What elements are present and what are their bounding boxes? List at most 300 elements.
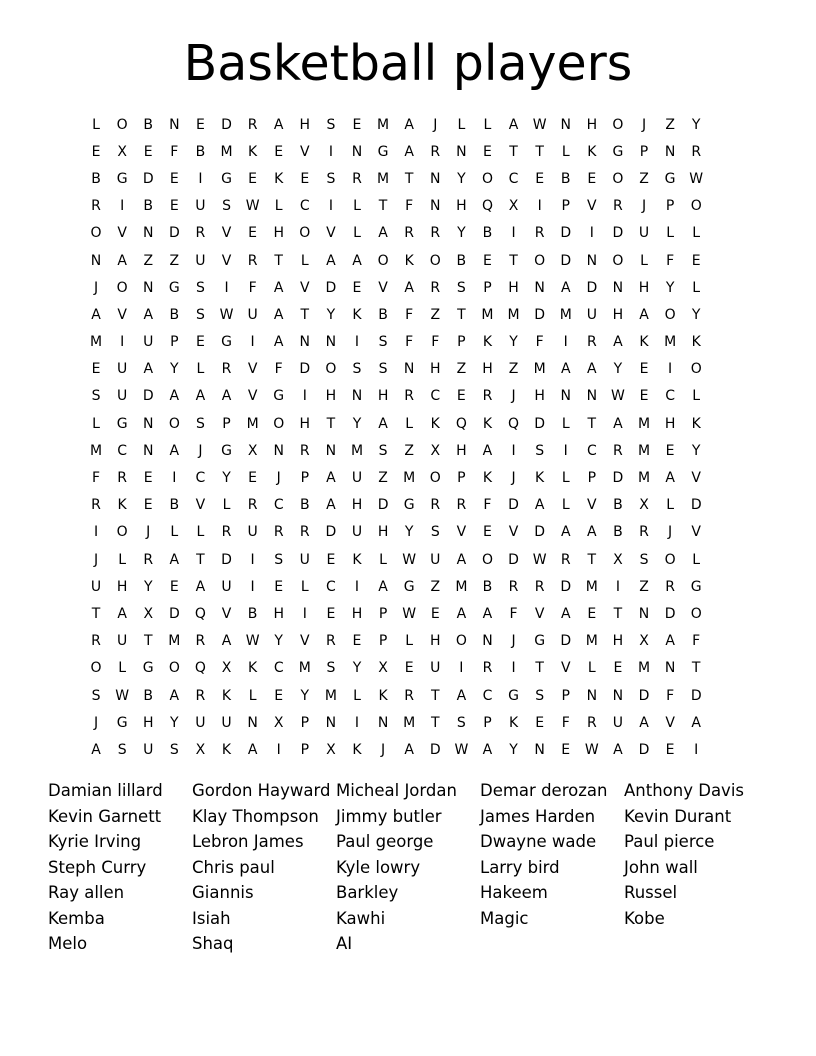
- grid-letter: J: [641, 198, 647, 215]
- grid-letter: W: [115, 687, 130, 704]
- grid-letter: A: [691, 714, 701, 731]
- grid-letter: S: [535, 442, 545, 459]
- grid-letter: D: [560, 633, 572, 650]
- grid-letter: L: [692, 225, 701, 242]
- grid-letter: A: [560, 605, 571, 622]
- grid-letter: A: [273, 279, 284, 296]
- grid-letter: L: [666, 497, 675, 514]
- word-list-item: Steph Curry: [48, 857, 147, 877]
- grid-letter: D: [534, 415, 546, 432]
- grid-letter: I: [250, 578, 255, 595]
- grid-letter: L: [92, 116, 100, 133]
- grid-letter: O: [612, 252, 624, 269]
- grid-letter: C: [273, 497, 284, 514]
- grid-letter: M: [246, 415, 259, 432]
- grid-letter: O: [690, 605, 702, 622]
- grid-letter: Y: [691, 306, 701, 323]
- grid-row: [83, 301, 735, 328]
- grid-letter: R: [352, 170, 362, 187]
- grid-letter: T: [91, 605, 101, 622]
- grid-letter: S: [639, 551, 649, 568]
- grid-letter: R: [273, 524, 284, 541]
- grid-letter: I: [589, 225, 594, 242]
- grid-letter: U: [117, 388, 128, 405]
- grid-letter: J: [93, 279, 99, 296]
- word-list-column: [192, 778, 336, 957]
- grid-letter: I: [328, 198, 333, 215]
- grid-letter: D: [638, 741, 650, 758]
- grid-letter: Y: [300, 687, 310, 704]
- grid-letter: D: [560, 252, 572, 269]
- grid-letter: N: [142, 415, 154, 432]
- word-list-item: Barkley: [336, 883, 399, 902]
- grid-letter: L: [692, 279, 701, 296]
- grid-letter: S: [274, 551, 284, 568]
- grid-letter: T: [430, 714, 440, 731]
- grid-letter: D: [586, 279, 598, 296]
- grid-letter: F: [666, 252, 675, 269]
- grid-letter: A: [169, 551, 180, 568]
- grid-letter: O: [273, 415, 285, 432]
- grid-letter: O: [612, 170, 624, 187]
- grid-letter: L: [405, 415, 414, 432]
- grid-letter: M: [637, 470, 651, 487]
- grid-letter: E: [326, 551, 336, 568]
- grid-letter: P: [300, 741, 310, 758]
- grid-letter: A: [665, 633, 675, 650]
- grid-letter: G: [534, 633, 546, 650]
- grid-letter: O: [299, 225, 311, 242]
- grid-letter: O: [325, 361, 337, 378]
- word-list-item: Kyrie Irving: [48, 832, 142, 851]
- grid-row: [83, 464, 735, 491]
- grid-letter: U: [430, 551, 441, 568]
- grid-letter: Z: [378, 470, 388, 487]
- grid-letter: R: [430, 225, 441, 242]
- grid-row: [83, 709, 735, 736]
- grid-letter: K: [221, 741, 232, 758]
- word-list-item: Damian lillard: [48, 781, 163, 800]
- grid-letter: U: [221, 578, 232, 595]
- grid-letter: Z: [404, 442, 414, 459]
- grid-letter: N: [377, 714, 389, 731]
- grid-letter: V: [587, 198, 597, 215]
- word-list-item: Dwayne wade: [480, 832, 597, 851]
- grid-letter: G: [116, 170, 128, 187]
- grid-letter: F: [405, 198, 414, 215]
- grid-letter: A: [352, 252, 362, 269]
- grid-letter: N: [142, 442, 154, 459]
- grid-letter: H: [534, 388, 545, 405]
- grid-letter: Q: [455, 415, 467, 432]
- grid-letter: Y: [352, 415, 362, 432]
- grid-letter: F: [274, 361, 283, 378]
- grid-letter: N: [482, 633, 493, 650]
- grid-letter: K: [248, 660, 258, 677]
- grid-letter: L: [300, 578, 309, 595]
- grid-letter: M: [585, 633, 598, 650]
- grid-letter: D: [508, 497, 519, 514]
- grid-letter: J: [93, 714, 99, 731]
- grid-letter: N: [612, 687, 624, 704]
- grid-letter: E: [143, 497, 153, 514]
- grid-letter: I: [198, 170, 203, 187]
- grid-letter: T: [535, 660, 544, 677]
- grid-letter: G: [142, 660, 154, 677]
- grid-letter: I: [224, 279, 229, 296]
- grid-letter: E: [195, 116, 205, 133]
- grid-letter: T: [613, 605, 623, 622]
- grid-letter: Z: [508, 361, 519, 378]
- grid-letter: O: [612, 116, 624, 133]
- grid-letter: K: [430, 415, 440, 432]
- word-list-item: Jimmy butler: [336, 806, 442, 826]
- grid-letter: N: [299, 334, 311, 351]
- grid-letter: E: [639, 361, 649, 378]
- grid-letter: A: [273, 116, 284, 133]
- grid-letter: C: [273, 660, 284, 677]
- grid-letter: P: [300, 470, 310, 487]
- grid-letter: E: [274, 578, 284, 595]
- grid-letter: S: [378, 334, 388, 351]
- grid-letter: A: [326, 497, 336, 514]
- grid-letter: P: [587, 470, 597, 487]
- grid-letter: S: [195, 279, 205, 296]
- grid-letter: J: [276, 470, 281, 487]
- grid-letter: A: [482, 741, 493, 758]
- grid-letter: D: [299, 361, 311, 378]
- grid-letter: W: [454, 741, 469, 758]
- grid-row: [83, 220, 735, 247]
- grid-letter: U: [90, 578, 102, 595]
- word-list-item: AI: [336, 934, 353, 953]
- grid-letter: M: [481, 306, 494, 323]
- grid-letter: I: [172, 470, 177, 487]
- grid-letter: N: [534, 279, 545, 296]
- word-list-column: [336, 778, 480, 957]
- grid-letter: D: [534, 524, 546, 541]
- grid-letter: T: [430, 687, 440, 704]
- grid-row: [83, 329, 735, 356]
- grid-letter: S: [456, 714, 466, 731]
- word-list-item: Kyle lowry: [336, 857, 421, 877]
- grid-letter: E: [613, 660, 623, 677]
- grid-letter: Y: [170, 714, 179, 731]
- grid-letter: J: [511, 388, 516, 405]
- grid-letter: D: [612, 470, 624, 487]
- grid-letter: A: [195, 388, 206, 405]
- grid-letter: K: [482, 415, 493, 432]
- grid-letter: E: [248, 470, 258, 487]
- grid-letter: N: [560, 388, 571, 405]
- grid-letter: R: [247, 116, 258, 133]
- grid-letter: R: [299, 524, 310, 541]
- grid-letter: W: [689, 170, 704, 187]
- grid-letter: N: [664, 660, 676, 677]
- grid-letter: L: [457, 116, 466, 133]
- grid-letter: Y: [509, 334, 518, 351]
- grid-letter: H: [430, 361, 441, 378]
- grid-letter: T: [378, 198, 388, 215]
- grid-letter: A: [378, 225, 388, 242]
- grid-letter: A: [639, 306, 649, 323]
- grid-letter: R: [482, 660, 493, 677]
- grid-letter: R: [430, 279, 441, 296]
- grid-letter: A: [639, 714, 649, 731]
- grid-letter: E: [195, 334, 205, 351]
- grid-letter: M: [220, 143, 233, 160]
- grid-letter: B: [456, 252, 467, 269]
- grid-letter: R: [195, 633, 206, 650]
- grid-letter: G: [403, 578, 415, 595]
- grid-letter: V: [247, 388, 258, 405]
- grid-letter: R: [404, 687, 415, 704]
- grid-letter: H: [377, 388, 389, 405]
- grid-letter: H: [377, 524, 389, 541]
- grid-letter: X: [117, 143, 127, 160]
- grid-letter: Z: [430, 578, 441, 595]
- grid-letter: A: [221, 633, 232, 650]
- grid-row: [83, 655, 735, 682]
- grid-letter: A: [665, 470, 675, 487]
- grid-letter: D: [508, 551, 519, 568]
- grid-letter: X: [326, 741, 336, 758]
- grid-letter: S: [169, 741, 179, 758]
- grid-letter: L: [379, 551, 387, 568]
- grid-letter: V: [221, 252, 232, 269]
- grid-letter: S: [352, 361, 362, 378]
- grid-row: [83, 736, 735, 763]
- grid-letter: B: [195, 143, 206, 160]
- grid-letter: S: [222, 198, 231, 215]
- grid-letter: Z: [639, 578, 649, 595]
- grid-letter: F: [405, 306, 414, 323]
- grid-letter: M: [507, 306, 520, 323]
- grid-letter: D: [325, 279, 337, 296]
- grid-letter: A: [378, 415, 388, 432]
- grid-row: [83, 437, 735, 464]
- grid-letter: O: [664, 551, 676, 568]
- word-list-item: Giannis: [192, 883, 254, 902]
- grid-letter: E: [248, 225, 258, 242]
- grid-letter: R: [534, 225, 545, 242]
- grid-letter: L: [170, 524, 179, 541]
- grid-letter: A: [378, 578, 388, 595]
- grid-letter: I: [511, 442, 516, 459]
- grid-letter: E: [143, 470, 153, 487]
- word-list-item: Paul george: [336, 832, 434, 851]
- grid-letter: Y: [457, 225, 466, 242]
- grid-letter: Y: [274, 633, 283, 650]
- grid-letter: U: [195, 198, 206, 215]
- word-list-item: Kevin Durant: [624, 806, 732, 826]
- grid-letter: P: [378, 633, 388, 650]
- grid-letter: D: [325, 524, 337, 541]
- grid-letter: V: [326, 225, 336, 242]
- grid-letter: U: [143, 334, 154, 351]
- grid-letter: X: [613, 551, 623, 568]
- grid-letter: D: [534, 306, 546, 323]
- grid-row: [83, 165, 735, 192]
- grid-letter: N: [90, 252, 102, 269]
- grid-letter: M: [324, 687, 337, 704]
- grid-letter: P: [483, 279, 492, 296]
- grid-letter: V: [560, 660, 571, 677]
- grid-letter: G: [168, 279, 180, 296]
- grid-letter: R: [404, 225, 415, 242]
- grid-letter: H: [456, 442, 467, 459]
- grid-letter: E: [326, 605, 336, 622]
- word-list-item: Russel: [624, 883, 678, 902]
- grid-letter: A: [221, 388, 232, 405]
- grid-letter: O: [377, 252, 389, 269]
- grid-letter: L: [587, 660, 596, 677]
- grid-letter: K: [221, 687, 232, 704]
- grid-letter: E: [274, 687, 284, 704]
- grid-letter: L: [561, 470, 570, 487]
- grid-letter: D: [168, 605, 180, 622]
- grid-letter: T: [143, 633, 153, 650]
- grid-letter: E: [639, 388, 649, 405]
- grid-letter: X: [508, 198, 519, 215]
- grid-letter: B: [482, 578, 493, 595]
- grid-letter: N: [638, 605, 650, 622]
- grid-letter: T: [691, 660, 701, 677]
- grid-letter: S: [535, 687, 545, 704]
- grid-letter: N: [664, 143, 676, 160]
- page-title: Basketball players: [183, 35, 633, 92]
- grid-letter: I: [563, 334, 568, 351]
- grid-letter: A: [587, 361, 597, 378]
- grid-letter: R: [195, 225, 206, 242]
- grid-letter: X: [639, 497, 649, 514]
- grid-letter: R: [404, 388, 415, 405]
- grid-letter: F: [483, 497, 492, 514]
- grid-letter: A: [404, 279, 414, 296]
- grid-letter: N: [430, 198, 441, 215]
- grid-row: [83, 519, 735, 546]
- grid-letter: D: [690, 687, 702, 704]
- grid-letter: P: [561, 198, 570, 215]
- grid-letter: W: [532, 116, 547, 133]
- word-list-item: Kawhi: [336, 908, 386, 928]
- grid-letter: A: [273, 334, 284, 351]
- grid-letter: E: [691, 252, 701, 269]
- grid-letter: R: [534, 578, 545, 595]
- grid-letter: H: [325, 388, 337, 405]
- grid-letter: W: [532, 551, 547, 568]
- grid-letter: S: [91, 687, 101, 704]
- grid-letter: B: [143, 687, 154, 704]
- grid-letter: D: [168, 225, 180, 242]
- grid-letter: I: [694, 741, 699, 758]
- grid-letter: L: [692, 388, 701, 405]
- grid-row: [83, 193, 735, 220]
- grid-letter: E: [169, 170, 179, 187]
- grid-letter: H: [586, 116, 598, 133]
- grid-letter: K: [117, 497, 127, 514]
- grid-letter: S: [195, 306, 205, 323]
- word-list-item: James Harden: [480, 806, 596, 826]
- grid-letter: R: [482, 388, 493, 405]
- grid-letter: A: [404, 116, 414, 133]
- grid-letter: I: [537, 198, 542, 215]
- grid-letter: I: [93, 524, 99, 541]
- grid-letter: E: [274, 143, 284, 160]
- grid-letter: M: [377, 170, 390, 187]
- grid-letter: R: [430, 497, 441, 514]
- grid-letter: E: [535, 714, 545, 731]
- grid-letter: C: [508, 170, 519, 187]
- grid-row: [83, 111, 735, 138]
- grid-letter: G: [221, 170, 232, 187]
- grid-letter: I: [302, 388, 307, 405]
- grid-letter: H: [351, 497, 363, 514]
- grid-letter: Y: [457, 170, 466, 187]
- grid-letter: L: [666, 225, 675, 242]
- grid-letter: T: [274, 252, 283, 269]
- grid-letter: L: [222, 497, 231, 514]
- grid-letter: W: [611, 388, 625, 405]
- grid-letter: J: [641, 116, 647, 133]
- grid-letter: B: [143, 198, 154, 215]
- grid-letter: H: [430, 633, 441, 650]
- grid-letter: U: [195, 252, 206, 269]
- grid-letter: R: [326, 633, 336, 650]
- grid-letter: S: [117, 741, 127, 758]
- word-list-item: Kemba: [48, 908, 105, 928]
- grid-letter: G: [221, 442, 232, 459]
- grid-letter: K: [352, 306, 362, 323]
- grid-letter: C: [430, 388, 441, 405]
- grid-letter: A: [613, 334, 623, 351]
- grid-letter: A: [587, 524, 597, 541]
- grid-letter: X: [378, 660, 388, 677]
- grid-letter: C: [586, 442, 597, 459]
- grid-letter: I: [120, 334, 125, 351]
- grid-letter: M: [298, 660, 311, 677]
- grid-letter: E: [169, 198, 179, 215]
- grid-row: [83, 573, 735, 600]
- grid-letter: V: [378, 279, 388, 296]
- grid-letter: K: [352, 741, 362, 758]
- grid-letter: I: [328, 143, 333, 160]
- grid-letter: A: [326, 252, 336, 269]
- grid-letter: Y: [326, 306, 336, 323]
- grid-letter: A: [273, 306, 284, 323]
- grid-letter: E: [561, 741, 571, 758]
- grid-letter: O: [116, 524, 128, 541]
- grid-letter: K: [691, 334, 701, 351]
- grid-letter: J: [381, 741, 386, 758]
- grid-letter: O: [664, 306, 676, 323]
- grid-letter: V: [195, 497, 206, 514]
- grid-letter: A: [456, 687, 467, 704]
- grid-letter: Z: [456, 361, 467, 378]
- grid-row: [83, 247, 735, 274]
- grid-letter: H: [273, 605, 284, 622]
- grid-letter: R: [665, 578, 675, 595]
- grid-row: [83, 628, 735, 655]
- grid-letter: A: [143, 361, 154, 378]
- grid-letter: K: [508, 714, 519, 731]
- grid-letter: E: [352, 279, 362, 296]
- grid-letter: E: [483, 143, 492, 160]
- grid-letter: E: [91, 361, 101, 378]
- grid-letter: I: [250, 551, 255, 568]
- grid-letter: I: [354, 578, 360, 595]
- grid-letter: H: [664, 415, 676, 432]
